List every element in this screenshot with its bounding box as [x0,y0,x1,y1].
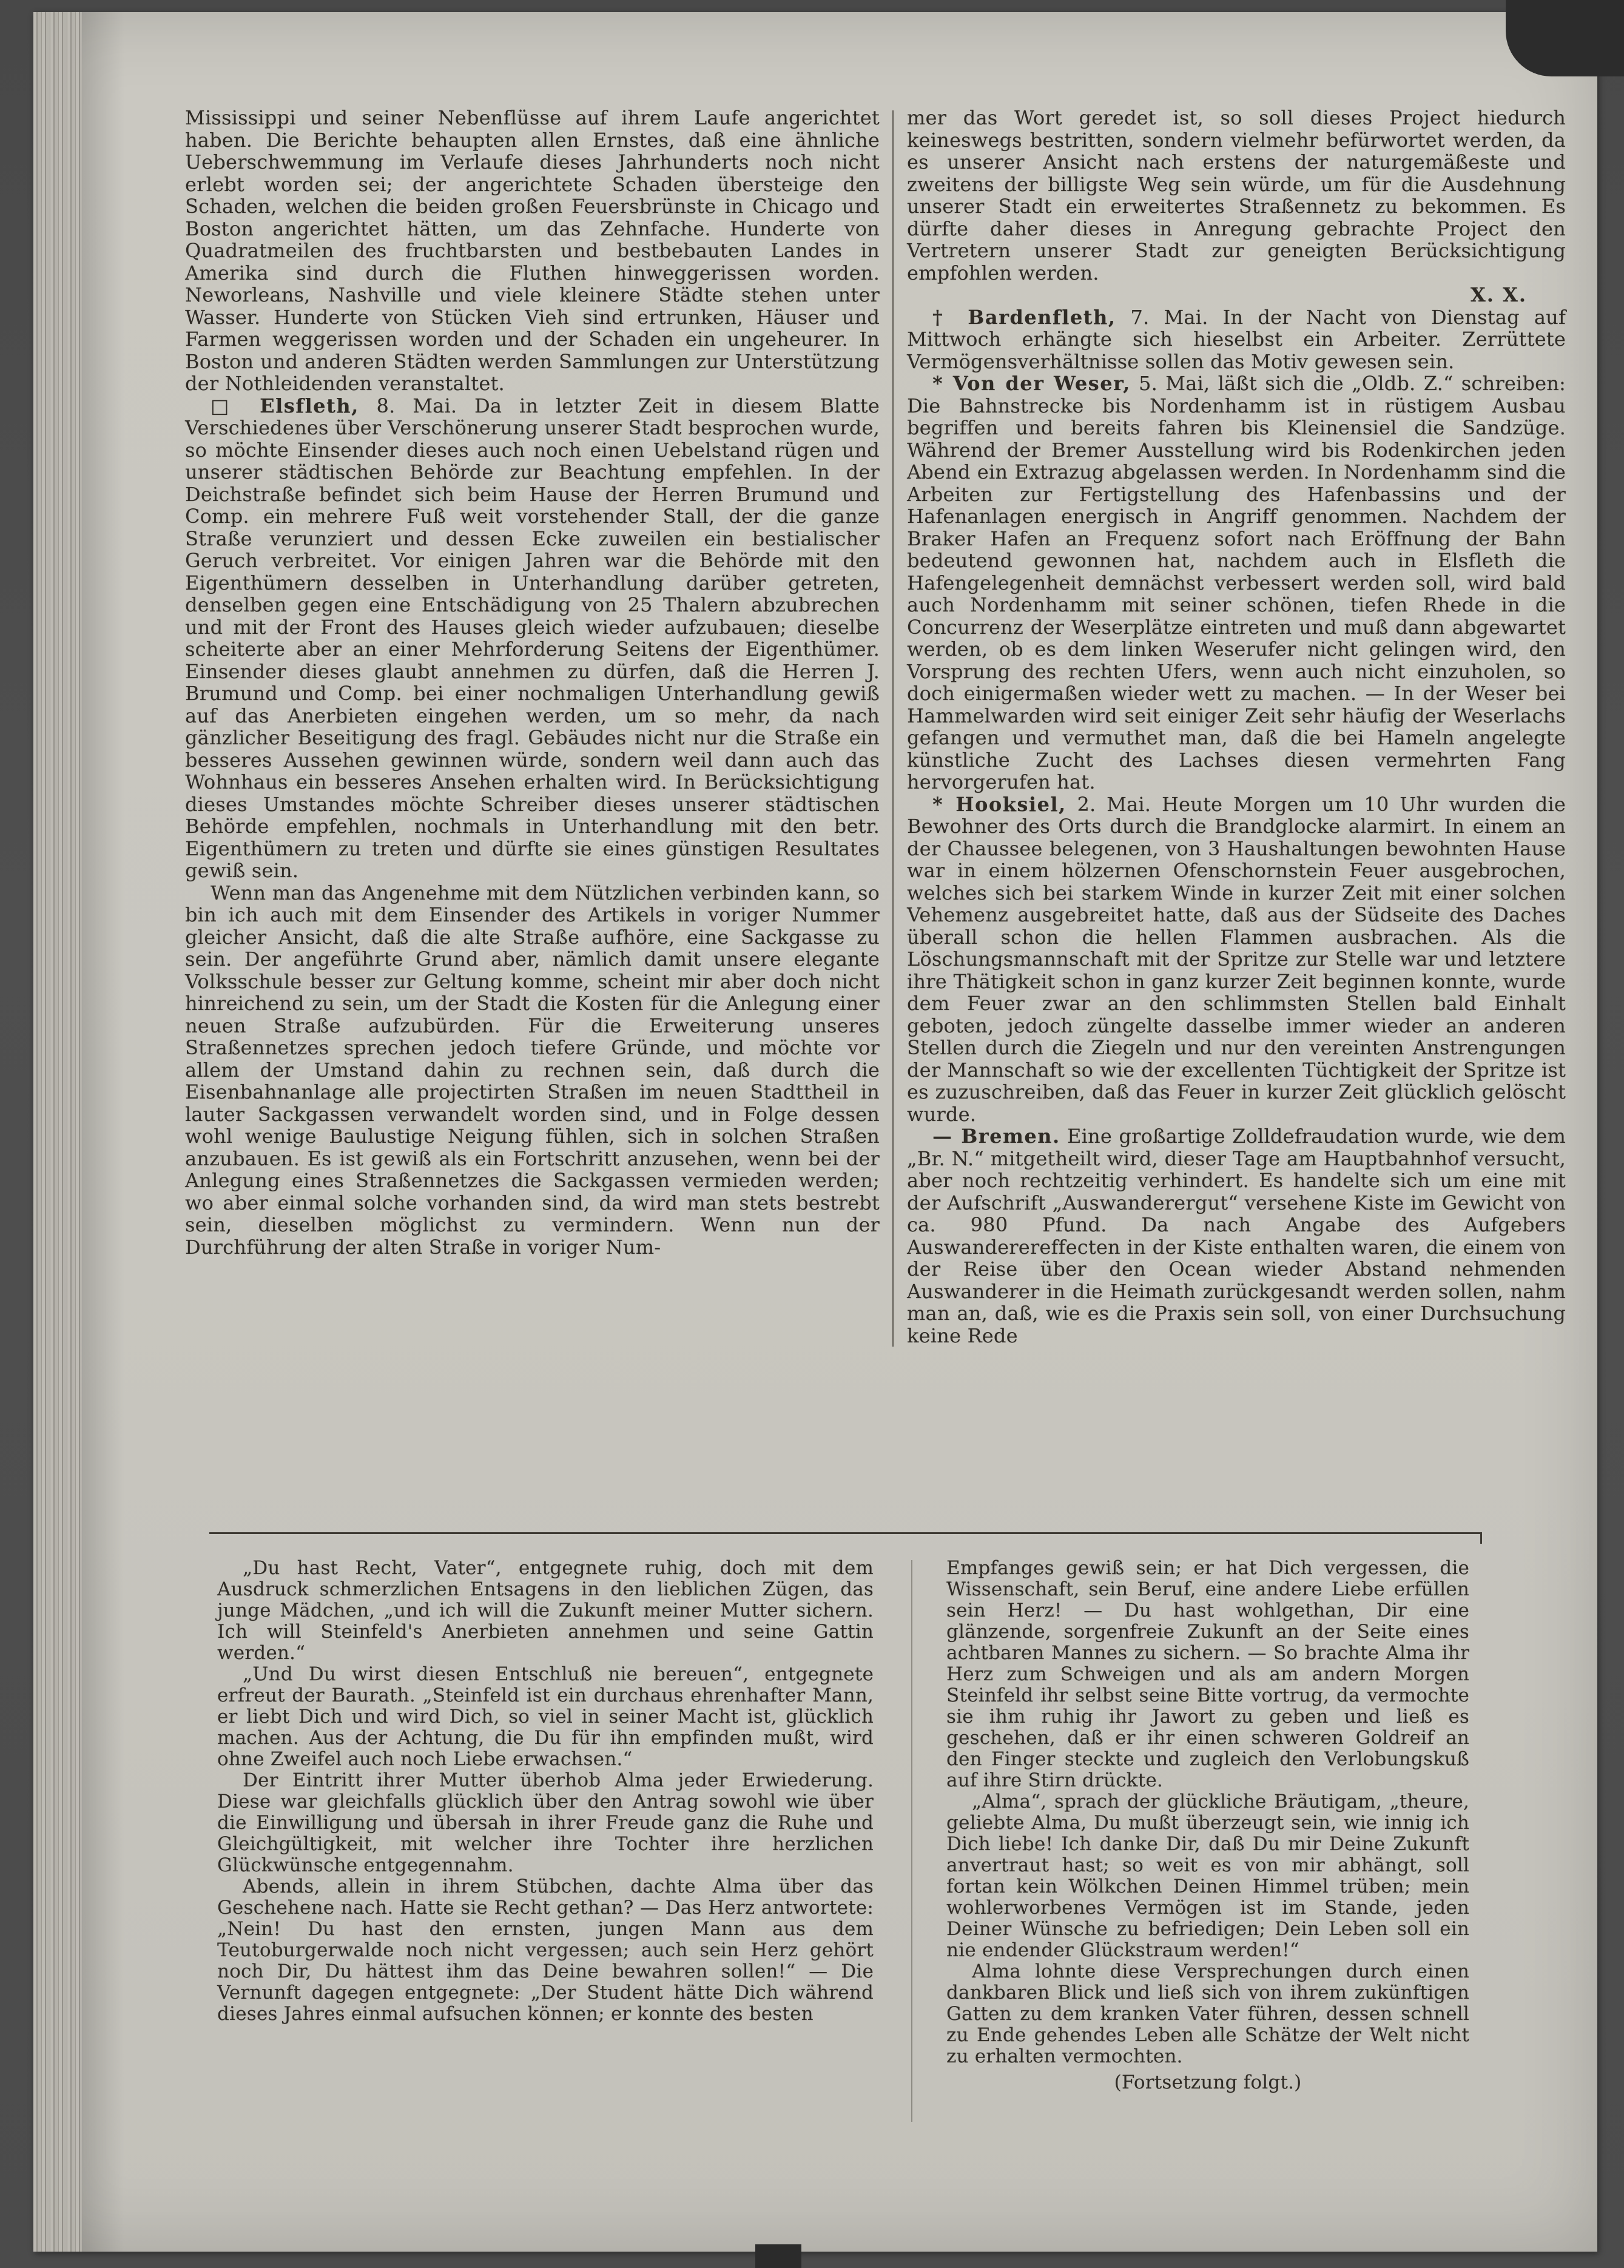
article-bremen [907,1125,1566,1347]
article-hooksiel [907,793,1566,1126]
story-paragraph: „Du hast Recht, Vater“, entgegnete ruhig, doch mit dem Ausdruck schmerzlichen Entsagens in den lieblichen Zügen, das junge Mädchen, „und ich will die Zukunft meiner Mutter sichern. Ich will Steinfeld's Anerbieten annehmen und seine Gattin werden.“ [217,1557,874,1664]
article-date: 5. Mai, [1130,372,1218,395]
article-date: 8. Mai. [359,394,475,417]
signature-xx: X. X. [1470,283,1527,306]
page-stack-edge [33,12,82,2252]
main-left-column [185,107,880,1347]
story-paragraph: „Und Du wirst diesen Entschluß nie bereuen“, entgegnete erfreut der Baurath. „Steinfeld ist ein durchaus ehrenhafter Mann, er liebt Dich und wird Dich, so viel in seiner Macht ist, glücklich machen. Aus der Achtung, die Du für ihn empfinden mußt, wird ohne Zweifel auch noch Liebe erwachsen.“ [217,1663,874,1770]
article-elsfleth [185,395,880,882]
article-flood-continuation: Mississippi und seiner Nebenflüsse auf ihrem Laufe angerichtet haben. Die Berichte behaupten allen Ernstes, daß eine ähnliche Ueberschwemmung im Verlaufe dieses Jahrhunderts noch nicht erlebt worden sei; der angerichtete Schaden übersteige den Schaden, welchen die beiden großen Feuersbrünste in Chicago und Boston angerichtet hätten, um das Zehnfache. Hunderte von Quadratmeilen des fruchtbarsten und bestbebauten Landes in Amerika sind durch die Fluthen hinweggerissen worden. Neworleans, Nashville und viele kleinere Städte stehen unter Wasser. Hunderte von Stücken Vieh sind ertrunken, Häuser und Farmen weggerissen worden und der Schaden ein ungeheurer. In Boston und anderen Städten werden Sammlungen zur Unterstützung der Nothleidenden veranstaltet. [185,106,880,395]
main-section [185,107,1566,1347]
article-street-project-continuation: mer das Wort geredet ist, so soll dieses Project hiedurch keineswegs bestritten, sondern vielmehr befürwortet werden, da es unserer Ansicht nach erstens der naturgemäßeste und zweitens der billigste Weg sein würde, um für die Ausdehnung unserer Stadt ein erweitertes Straßennetz zu bekommen. Es dürfte daher dieses in Anregung gebrachte Project den Vertretern unserer Stadt zur geneigten Berücksichtigung empfohlen werden. [907,106,1566,284]
article-elsfleth-continuation: Wenn man das Angenehme mit dem Nützlichen verbinden kann, so bin ich auch mit dem Einsender des Artikels in voriger Nummer gleicher Ansicht, daß die alte Straße aufhöre, eine Sackgasse zu sein. Der angeführte Grund aber, nämlich damit unsere elegante Volksschule besser zur Geltung komme, scheint mir aber doch nicht hinreichend zu sein, um der Stadt die Kosten für die Anlegung einer neuen Straße aufzubürden. Für die Erweiterung unseres Straßennetzes sprechen jedoch tiefere Gründe, und möchte vor allem der Umstand dahin zu rechnen sein, daß durch die Eisenbahnanlage alle projectirten Straßen im neuen Stadttheil in lauter Sackgassen verwandelt worden sind, und in Folge dessen wohl wenige Baulustige Neigung fühlen, sich in solchen Straßen anzubauen. Es ist gewiß als ein Fortschritt anzusehen, wenn bei der Anlegung eines Straßennetzes die Sackgassen vermieden werden; wo aber einmal solche vorhanden sind, da wird man stets bestrebt sein, dieselben möglichst zu vermindern. Wenn nun der Durchführung der alten Straße in voriger Num- [185,881,880,1259]
article-von-der-weser [907,372,1566,793]
story-paragraph: Empfanges gewiß sein; er hat Dich vergessen, die Wissenschaft, sein Beruf, eine andere Liebe erfüllen sein Herz! — Du hast wohlgethan, Dir eine glänzende, sorgenfreie Zukunft an der Seite eines achtbaren Mannes zu sichern. — So brachte Alma ihr Herz zum Schweigen und als am andern Morgen Steinfeld ihr selbst seine Bitte vortrug, da vermochte sie ihm ruhig ihr Jawort zu geben und ließ es geschehen, daß er ihr einen schweren Goldreif an den Finger steckte und zugleich den Verlobungskuß auf ihre Stirn drückte. [946,1557,1469,1791]
dark-corner-overlay [1506,0,1624,76]
article-body: läßt sich die „Oldb. Z.“ schreiben: Die Bahnstrecke bis Nordenhamm ist in rüstigem Ausbau begriffen und bereits fahren bis Kleinensiel die Sandzüge. Während der Bremer Ausstellung wird bis Rodenkirchen jeden Abend ein Extrazug abgelassen werden. In Nordenhamm sind die Arbeiten zur Fertigstellung des Hafenbassins und der Hafenanlagen energisch in Angriff genommen. Nachdem der Braker Hafen an Frequenz sofort nach Eröffnung der Bahn bedeutend gewonnen hat, nachdem auch in Elsfleth die Hafengelegenheit demnächst verbessert werden soll, wird bald auch Nordenhamm mit seiner schönen, tiefen Rhede in die Concurrenz der Weserplätze eintreten und muß dann abgewartet werden, ob es dem linken Weserufer nicht gelingen wird, den Vorsprung des rechten Ufers, wenn auch nicht einzuholen, so doch einigermaßen wieder wett zu machen. — In der Weser bei Hammelwarden wird seit einiger Zeit sehr häufig der Weserlachs gefangen und vermuthet man, daß die bei Hameln angelegte künstliche Zucht des Lachses diesen vermehrten Fang hervorgerufen hat. [907,372,1566,793]
article-date: 7. Mai. [1116,305,1223,329]
feuilleton-left-column [217,1558,874,2025]
column-divider [892,110,894,1347]
article-body: In der Nacht von Dienstag auf Mittwoch erhängte sich hieselbst ein Arbeiter. Zerrüttete Vermögensverhältnisse sollen das Motiv gewesen sein. [907,305,1566,373]
main-right-column [907,107,1566,1347]
article-lead: * Hooksiel, [932,792,1066,816]
article-body: Eine großartige Zolldefraudation wurde, wie dem „Br. N.“ mitgetheilt wird, dieser Tage am Hauptbahnhof versucht, aber noch rechtzeitig verhindert. Es handelte sich um eine mit der Aufschrift „Auswanderergut“ versehene Kiste im Gewicht von ca. 980 Pfund. Da nach Angabe des Aufgebers Auswanderereffecten in der Kiste enthalten waren, die einem von der Reise über den Ocean wieder Abstand nehmenden Auswanderer in die Heimath zurückgesandt werden sollen, nahm man an, daß, wie es die Praxis sein soll, von einer Durchsuchung keine Rede [907,1125,1566,1347]
article-body: Heute Morgen um 10 Uhr wurden die Bewohner des Orts durch die Brandglocke alarmirt. In einem an der Chaussee belegenen, von 3 Haushaltungen bewohnten Hause war in einem hölzernen Ofenschornstein Feuer ausgebrochen, welches sich bei starkem Winde in kurzer Zeit mit einer solchen Vehemenz ausgebreitet hatte, daß aus der Südseite des Daches überall schon die hellen Flammen ausbrachen. Als die Löschungsmannschaft mit der Spritze zur Stelle war und letztere ihre Thätigkeit schon in ganz kurzer Zeit beginnen konnte, wurde dem Feuer zwar an den schlimmsten Stellen bald Einhalt geboten, jedoch züngelte dasselbe immer wieder an anderen Stellen durch die Ziegeln und nur den vereinten Anstrengungen der Mannschaft so wie der excellenten Tüchtigkeit der Spritze ist es zuzuschreiben, daß das Feuer in kurzer Zeit glücklich gelöscht wurde. [907,792,1566,1126]
article-lead: * Von der Weser, [932,372,1131,395]
story-paragraph: Der Eintritt ihrer Mutter überhob Alma jeder Erwiederung. Diese war gleichfalls glücklich über den Antrag sowohl wie über die Einwilligung und übersah in ihrer Freude ganz die Ruhe und Gleichgültigkeit, mit welcher ihre Tochter ihre herzlichen Glückwünsche entgegennahm. [217,1769,874,1876]
serial-continuation-note: (Fortsetzung folgt.) [1114,2071,1302,2093]
story-paragraph: Abends, allein in ihrem Stübchen, dachte Alma über das Geschehene nach. Hatte sie Recht gethan? — Das Herz antwortete: „Nein! Du hast den ernsten, jungen Mann aus dem Teutoburgerwalde noch nicht vergessen; auch sein Herz gehört noch Dir, Du hättest ihm das Deine bewahren sollen!“ — Die Vernunft dagegen entgegnete: „Der Student hätte Dich während dieses Jahres einmal aufsuchen können; er konnte des besten [217,1876,874,2025]
story-paragraph: Alma lohnte diese Versprechungen durch einen dankbaren Blick und ließ sich von ihrem zukünftigen Gatten zu dem kranken Vater führen, dessen schnell zu Ende gehendes Leben alle Schätze der Welt nicht zu erhalten vermochten. [946,1960,1469,2067]
page-bottom-tab [755,2244,801,2268]
story-paragraph: „Alma“, sprach der glückliche Bräutigam, „theure, geliebte Alma, Du mußt überzeugt sein, wie innig ich Dich liebe! Ich danke Dir, daß Du mir Deine Zukunft anvertraut hast; so weit es von mir abhängt, soll fortan kein Wölkchen Deinen Himmel trüben; mein wohlerworbenes Vermögen ist im Stande, jeden Deiner Wünsche zu befriedigen; Dein Leben soll ein nie endender Glückstraum werden!“ [946,1791,1469,1961]
binding-shadow [82,12,124,2252]
article-lead: † Bardenfleth, [932,305,1116,329]
article-body: Da in letzter Zeit in diesem Blatte Verschiedenes über Verschönerung unserer Stadt besprochen wurde, so möchte Einsender dieses auch noch einen Uebelstand rügen und unserer städtischen Behörde zur Beachtung empfehlen. In der Deichstraße befindet sich beim Hause der Herren Brumund und Comp. ein mehrere Fuß weit vorstehender Stall, der die ganze Straße verunziert und dessen Ecke zuweilen ein bestialischer Geruch verbreitet. Vor einigen Jahren war die Behörde mit den Eigenthümern desselben in Unterhandlung darüber getreten, denselben gegen eine Entschädigung von 25 Thalern abzubrechen und mit der Front des Hauses gleich wieder aufzubauen; dieselbe scheiterte aber an einer Mehrforderung Seitens der Eigenthümer. Einsender dieses glaubt annehmen zu dürfen, daß die Herren J. Brumund und Comp. bei einer nochmaligen Unterhandlung gewiß auf das Anerbieten eingehen werden, um so mehr, da nach gänzlicher Beseitigung des fragl. Gebäudes nicht nur die Straße ein besseres Aussehen gewinnen würde, sondern weil dann auch das Wohnhaus ein besseres Ansehen erhalten wird. In Berücksichtigung dieses Umstandes möchte Schreiber dieses unserer städtischen Behörde empfehlen, nochmals in Unterhandlung mit den betr. Eigenthümern zu treten und dürfte sie eines günstigen Resultates gewiß sein. [185,394,880,882]
section-rule [209,1532,1482,1534]
article-date: 2. Mai. [1066,792,1162,816]
article-lead: — Bremen. [932,1125,1060,1148]
feuilleton-right-column [946,1558,1469,2093]
article-lead: □ Elsfleth, [211,394,359,417]
newspaper-page [33,12,1597,2252]
feuilleton-column-divider [911,1560,912,2122]
article-bardenfleth [907,306,1566,373]
